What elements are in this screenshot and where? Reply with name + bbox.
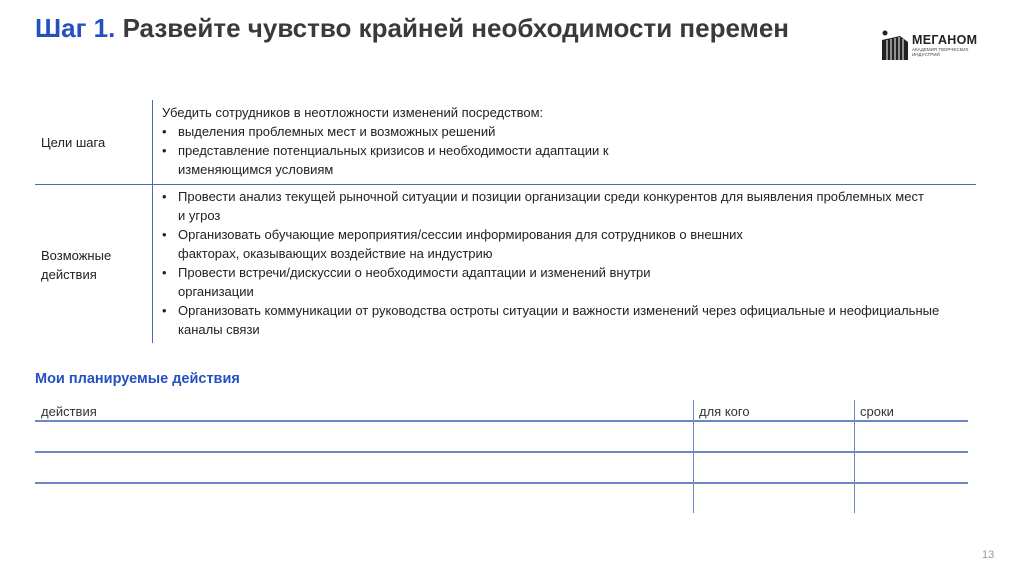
- action-item: • Организовать коммуникации от руководства остроты ситуации и важности изменений через официальные и неофициальные каналы связи: [162, 303, 940, 337]
- logo-name: МЕГАНОМ: [912, 33, 978, 47]
- column-divider: [854, 400, 855, 513]
- column-divider: [152, 100, 153, 343]
- column-header-deadlines: сроки: [860, 404, 894, 419]
- action-text: Провести анализ текущей рыночной ситуации и позиции организации среди конкурентов для выявления проблемных мест и угроз: [178, 189, 924, 223]
- action-text: Провести встречи/дискуссии о необходимости адаптации и изменений внутри организации: [178, 265, 651, 299]
- action-item: • Провести анализ текущей рыночной ситуации и позиции организации среди конкурентов для выявления проблемных мест и угроз: [162, 189, 924, 223]
- column-header-actions: действия: [41, 404, 97, 419]
- title-text: Развейте чувство крайней необходимости перемен: [122, 13, 789, 43]
- goal-text: выделения проблемных мест и возможных решений: [178, 124, 496, 139]
- goal-item: • представление потенциальных кризисов и необходимости адаптации к изменяющимся условиям: [162, 143, 609, 177]
- plan-cell-action-1[interactable]: [36, 423, 692, 450]
- logo-building-icon: [880, 28, 910, 62]
- plan-cell-action-3[interactable]: [36, 485, 692, 512]
- row-divider: [35, 184, 976, 185]
- action-text: Организовать коммуникации от руководства остроты ситуации и важности изменений через официальные и неофициальные каналы связи: [178, 303, 940, 337]
- row-divider: [35, 482, 968, 484]
- logo: [880, 28, 980, 64]
- plan-cell-action-2[interactable]: [36, 454, 692, 481]
- column-divider: [693, 400, 694, 513]
- logo-subtitle: АКАДЕМИЯ ТВОРЧЕСКИХ ИНДУСТРИЙ: [912, 47, 969, 57]
- column-header-for-whom: для кого: [699, 404, 750, 419]
- actions-label: Возможные действия: [41, 248, 112, 282]
- page-number: 13: [982, 549, 995, 561]
- step-number: Шаг 1.: [35, 13, 116, 43]
- goals-intro: Убедить сотрудников в неотложности изменений посредством:: [162, 105, 544, 120]
- goal-text: представление потенциальных кризисов и необходимости адаптации к изменяющимся условиям: [178, 143, 609, 177]
- action-item: • Провести встречи/дискуссии о необходимости адаптации и изменений внутри организации: [162, 265, 651, 299]
- actions-content: [162, 187, 952, 339]
- header-divider: [35, 420, 968, 422]
- plan-title: Мои планируемые действия: [35, 371, 240, 387]
- page-title: [35, 12, 855, 44]
- goal-item: • выделения проблемных мест и возможных решений: [162, 124, 496, 139]
- action-text: Организовать обучающие мероприятия/сессии информирования для сотрудников о внешних факторах, оказывающих воздействие на индустрию: [178, 227, 743, 261]
- goals-content: [162, 103, 682, 179]
- row-divider: [35, 451, 968, 453]
- goals-label: Цели шага: [41, 135, 106, 150]
- action-item: • Организовать обучающие мероприятия/сессии информирования для сотрудников о внешних факторах, оказывающих воздействие на индустрию: [162, 227, 743, 261]
